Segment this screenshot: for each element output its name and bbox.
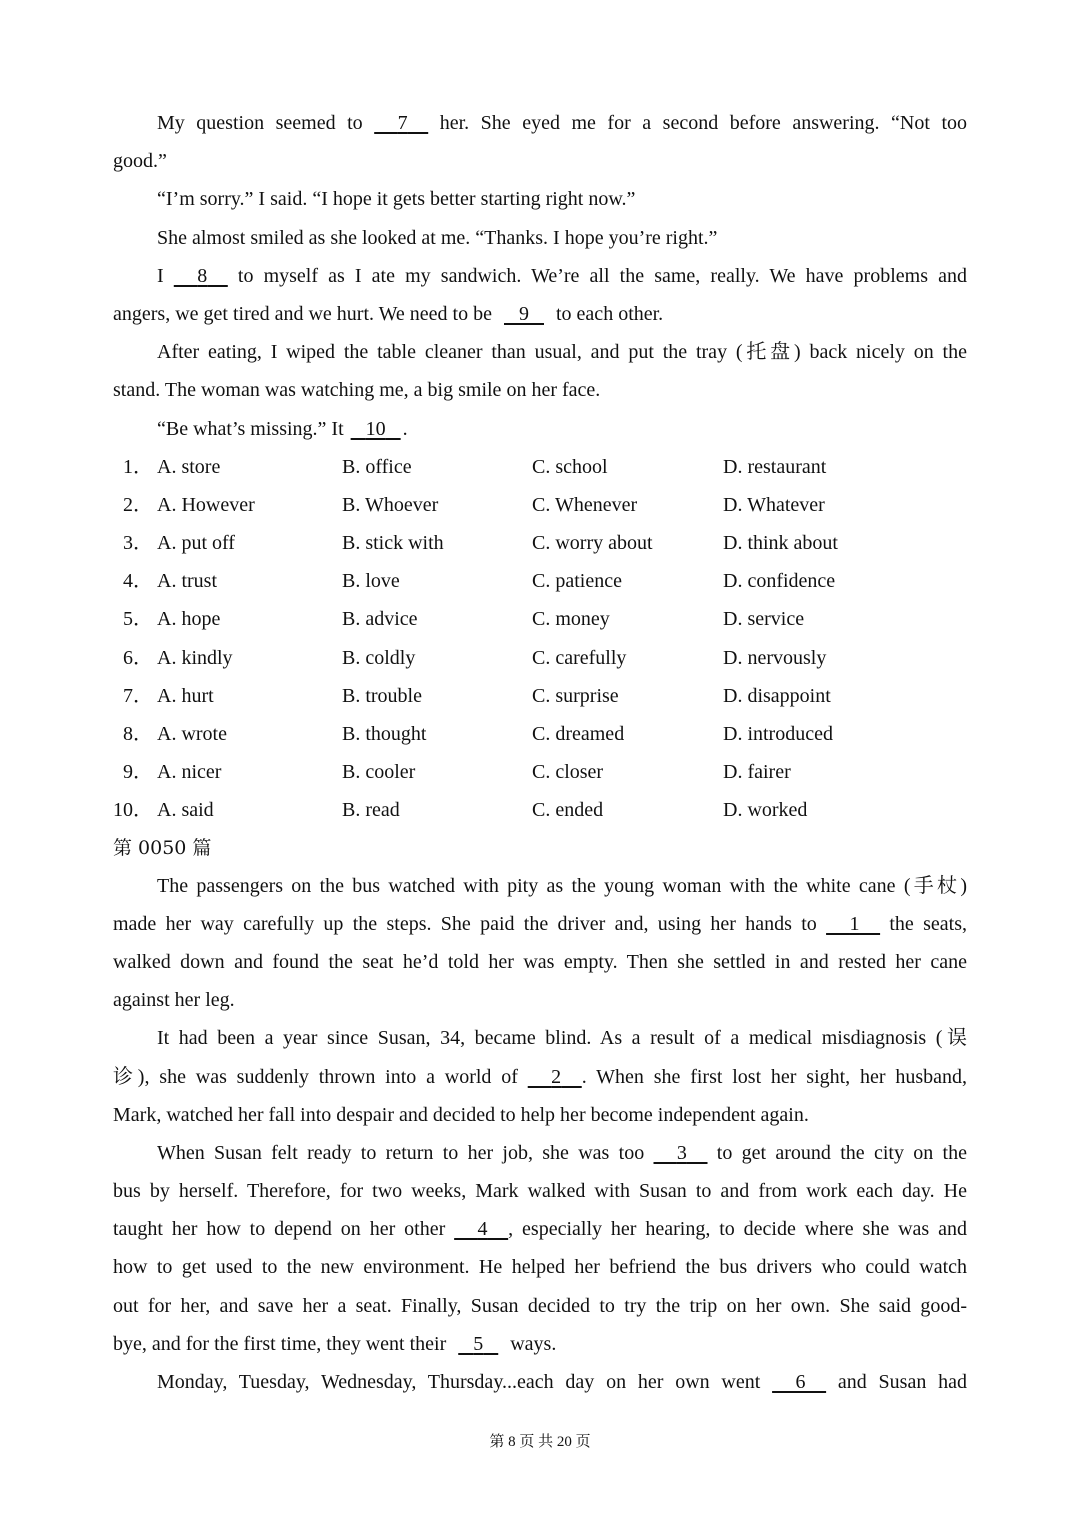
option-a: A. However bbox=[157, 493, 255, 516]
text-segment: bus by herself. Therefore, for two weeks, Mark walked with Susan to and from work each day. He bbox=[113, 1180, 967, 1203]
paragraph bbox=[113, 867, 967, 1020]
answer-blank: 1 bbox=[849, 912, 860, 935]
option-b: B. stick with bbox=[342, 532, 444, 555]
text-line bbox=[113, 1287, 967, 1325]
paragraph bbox=[113, 219, 967, 257]
question-number: 6． bbox=[123, 646, 153, 669]
paragraph bbox=[113, 410, 967, 448]
option-c: C. patience bbox=[532, 570, 622, 593]
text-segment: to get around the city on the bbox=[707, 1141, 967, 1164]
passage-0050 bbox=[113, 867, 967, 1402]
text-line bbox=[113, 371, 967, 409]
question-number: 1． bbox=[123, 455, 153, 478]
text-segment: She almost smiled as she looked at me. “Thanks. I hope you’re right.” bbox=[157, 226, 718, 249]
text-segment: When Susan felt ready to return to her job, she was too bbox=[157, 1141, 654, 1164]
option-c: C. dreamed bbox=[532, 723, 625, 745]
option-a: A. hope bbox=[157, 608, 221, 631]
option-row bbox=[113, 677, 967, 715]
text-segment: . When she first lost her sight, her husband, bbox=[581, 1065, 967, 1088]
option-row bbox=[113, 791, 967, 829]
answer-blank: 10 bbox=[365, 417, 386, 440]
option-b: B. coldly bbox=[342, 646, 416, 669]
text-segment: Monday, Tuesday, Wednesday, Thursday...each day on her own went bbox=[157, 1371, 773, 1393]
text-line bbox=[113, 981, 967, 1019]
option-a: A. hurt bbox=[157, 684, 214, 707]
option-d: D. disappoint bbox=[723, 684, 831, 707]
option-b: B. thought bbox=[342, 723, 427, 745]
text-line bbox=[113, 295, 967, 333]
text-line bbox=[113, 1134, 967, 1172]
text-segment: . bbox=[402, 417, 408, 440]
text-segment: taught her how to depend on her other bbox=[113, 1218, 455, 1241]
paragraph bbox=[113, 257, 967, 333]
question-number: 3． bbox=[123, 532, 153, 555]
paragraph bbox=[113, 1019, 967, 1134]
option-c: C. Whenever bbox=[532, 493, 638, 516]
option-d: D. fairer bbox=[723, 761, 791, 784]
option-a: A. trust bbox=[157, 570, 217, 593]
text-line bbox=[113, 257, 967, 295]
text-segment: to myself as I ate my sandwich. We’re all the same, really. We have problems and bbox=[227, 264, 967, 287]
option-row bbox=[113, 524, 967, 562]
option-b: B. advice bbox=[342, 608, 418, 631]
text-segment: stand. The woman was watching me, a big smile on her face. bbox=[113, 379, 601, 402]
option-b: B. read bbox=[342, 799, 400, 822]
passage-0049-ending bbox=[113, 104, 967, 448]
question-number: 8． bbox=[123, 723, 153, 745]
question-number: 9． bbox=[123, 761, 153, 784]
text-segment: against her leg. bbox=[113, 989, 235, 1012]
option-row bbox=[113, 562, 967, 600]
option-c: C. school bbox=[532, 455, 608, 478]
option-d: D. Whatever bbox=[723, 493, 825, 516]
answer-blank: 7 bbox=[397, 112, 408, 134]
question-number: 2． bbox=[123, 493, 153, 516]
question-number: 10． bbox=[113, 799, 153, 822]
question-number: 4． bbox=[123, 570, 153, 593]
paragraph bbox=[113, 104, 967, 180]
options-list bbox=[113, 448, 967, 830]
option-c: C. surprise bbox=[532, 684, 619, 707]
option-a: A. said bbox=[157, 799, 214, 822]
option-row bbox=[113, 753, 967, 791]
text-line bbox=[113, 180, 967, 218]
text-segment: “I’m sorry.” I said. “I hope it gets better starting right now.” bbox=[157, 188, 636, 211]
option-row bbox=[113, 715, 967, 753]
answer-blank: 4 bbox=[477, 1218, 488, 1241]
text-line bbox=[113, 905, 967, 943]
option-b: B. trouble bbox=[342, 684, 422, 707]
paragraph bbox=[113, 180, 967, 218]
text-segment: and Susan had bbox=[826, 1371, 967, 1393]
text-line bbox=[113, 867, 967, 905]
document-page bbox=[113, 104, 967, 1401]
option-row bbox=[113, 639, 967, 677]
option-d: D. think about bbox=[723, 532, 838, 555]
answer-blank: 6 bbox=[795, 1371, 806, 1393]
text-segment: made her way carefully up the steps. She paid the driver and, using her hands to bbox=[113, 912, 827, 935]
text-line bbox=[113, 142, 967, 180]
text-line bbox=[113, 943, 967, 981]
text-line bbox=[113, 1363, 967, 1401]
option-d: D. service bbox=[723, 608, 805, 631]
paragraph bbox=[113, 1363, 967, 1401]
option-c: C. carefully bbox=[532, 646, 627, 669]
text-segment: The passengers on the bus watched with pity as the young woman with the white cane (手杖) bbox=[157, 874, 967, 897]
option-a: A. nicer bbox=[157, 761, 222, 784]
option-row bbox=[113, 448, 967, 486]
option-b: B. love bbox=[342, 570, 400, 593]
text-line bbox=[113, 1172, 967, 1210]
text-line bbox=[113, 1248, 967, 1286]
text-line bbox=[113, 219, 967, 257]
text-segment: angers, we get tired and we hurt. We need to be bbox=[113, 302, 497, 325]
option-c: C. worry about bbox=[532, 532, 653, 555]
option-c: C. ended bbox=[532, 799, 604, 822]
text-segment: bye, and for the first time, they went their bbox=[113, 1332, 452, 1355]
answer-blank: 2 bbox=[551, 1065, 562, 1088]
option-c: C. closer bbox=[532, 761, 604, 784]
text-segment: out for her, and save her a seat. Finally, Susan decided to try the trip on her own. She said good- bbox=[113, 1294, 967, 1317]
option-row bbox=[113, 600, 967, 638]
text-segment: “Be what’s missing.” It bbox=[157, 417, 349, 440]
option-b: B. office bbox=[342, 455, 412, 478]
text-line bbox=[113, 1058, 967, 1096]
paragraph bbox=[113, 333, 967, 409]
option-a: A. put off bbox=[157, 532, 235, 555]
answer-blank: 8 bbox=[197, 264, 208, 287]
text-line bbox=[113, 104, 967, 142]
option-c: C. money bbox=[532, 608, 610, 631]
option-d: D. confidence bbox=[723, 570, 836, 593]
option-a: A. store bbox=[157, 455, 221, 478]
text-segment: ways. bbox=[505, 1332, 557, 1355]
option-b: B. cooler bbox=[342, 761, 416, 784]
option-d: D. introduced bbox=[723, 723, 833, 745]
answer-blank: 9 bbox=[519, 302, 529, 325]
option-a: A. wrote bbox=[157, 723, 227, 745]
text-segment: , especially her hearing, to decide where she was and bbox=[508, 1218, 967, 1241]
text-segment: I bbox=[157, 264, 174, 287]
text-line bbox=[113, 410, 967, 448]
option-d: D. worked bbox=[723, 799, 808, 822]
text-segment: how to get used to the new environment. He helped her befriend the bus drivers who could watch bbox=[113, 1256, 967, 1279]
text-line bbox=[113, 1210, 967, 1248]
text-segment: walked down and found the seat he’d told her was empty. Then she settled in and rested her cane bbox=[113, 950, 967, 973]
option-d: D. restaurant bbox=[723, 455, 827, 478]
text-segment: her. She eyed me for a second before answering. “Not too bbox=[428, 112, 967, 134]
text-segment: It had been a year since Susan, 34, became blind. As a result of a medical misdiagnosis (误 bbox=[157, 1027, 967, 1050]
question-number: 7． bbox=[123, 684, 153, 707]
text-line bbox=[113, 1325, 967, 1363]
option-row bbox=[113, 486, 967, 524]
text-line bbox=[113, 1019, 967, 1057]
text-segment: After eating, I wiped the table cleaner than usual, and put the tray (托盘) back nicely on the bbox=[157, 341, 967, 364]
answer-blank: 3 bbox=[676, 1141, 687, 1164]
text-segment: Mark, watched her fall into despair and decided to help her become independent again. bbox=[113, 1103, 809, 1126]
option-a: A. kindly bbox=[157, 646, 233, 669]
text-segment: to each other. bbox=[551, 302, 664, 325]
answer-blank: 5 bbox=[473, 1332, 484, 1355]
question-number: 5． bbox=[123, 608, 153, 631]
option-d: D. nervously bbox=[723, 646, 827, 669]
page-footer: 第 8 页 共 20 页 bbox=[489, 1434, 591, 1450]
option-b: B. Whoever bbox=[342, 493, 439, 516]
text-line bbox=[113, 1096, 967, 1134]
paragraph bbox=[113, 1134, 967, 1363]
text-segment: good.” bbox=[113, 150, 167, 173]
text-segment: the seats, bbox=[880, 912, 967, 935]
text-segment: My question seemed to bbox=[157, 112, 375, 134]
text-line bbox=[113, 333, 967, 371]
passage-heading: 第 0050 篇 bbox=[113, 836, 212, 859]
text-segment: 诊), she was suddenly thrown into a world of bbox=[113, 1065, 528, 1088]
